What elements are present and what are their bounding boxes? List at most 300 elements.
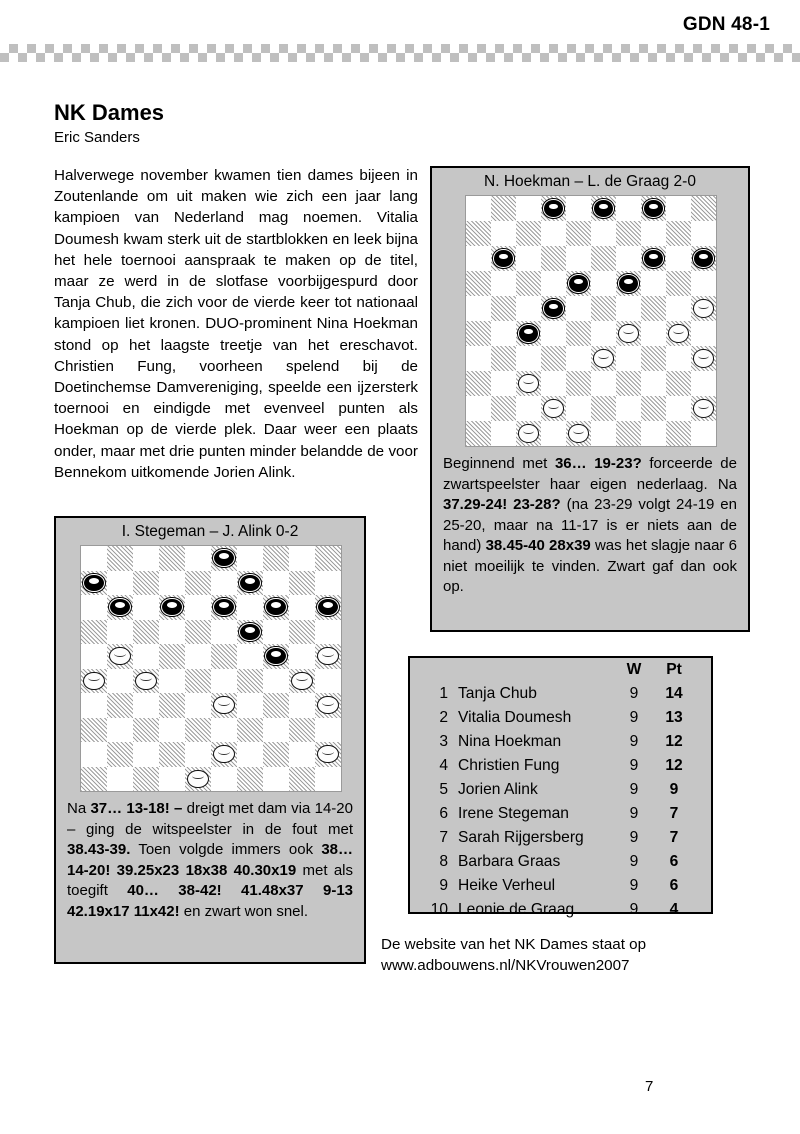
white-piece <box>518 374 539 393</box>
board-square <box>211 546 237 571</box>
board-square <box>81 693 107 718</box>
board-square <box>466 246 491 271</box>
header-rank <box>410 658 458 682</box>
board-square <box>159 742 185 767</box>
board-square <box>237 742 263 767</box>
board-square <box>211 595 237 620</box>
board-square <box>541 346 566 371</box>
board-square <box>691 246 716 271</box>
black-piece <box>265 647 286 665</box>
board-square <box>81 546 107 571</box>
white-piece <box>317 696 338 714</box>
board-square <box>237 571 263 596</box>
board-square <box>315 571 341 596</box>
board-square <box>237 620 263 645</box>
rank-cell: 6 <box>439 805 448 822</box>
board-square <box>289 546 315 571</box>
website-note <box>381 934 745 976</box>
board-square <box>185 595 211 620</box>
board-square <box>641 221 666 246</box>
rank-cell: 10 <box>430 901 448 918</box>
board-square <box>666 371 691 396</box>
board-square <box>237 693 263 718</box>
board-square <box>591 246 616 271</box>
black-piece <box>543 299 564 318</box>
board-square <box>466 271 491 296</box>
website-note-line-1: De website van het NK Dames staat op <box>381 936 647 953</box>
board-square <box>516 421 541 446</box>
table-row <box>410 898 711 922</box>
board-square <box>666 421 691 446</box>
rank-cell: 8 <box>439 853 448 870</box>
player-name-cell: Leonie de Graag <box>458 901 575 918</box>
board-square <box>289 620 315 645</box>
board-square <box>591 296 616 321</box>
white-piece <box>213 745 234 763</box>
black-piece <box>161 598 182 616</box>
board-square <box>107 669 133 694</box>
board-square <box>691 271 716 296</box>
player-name-cell: Vitalia Doumesh <box>458 709 572 726</box>
board-square <box>315 620 341 645</box>
board-square <box>466 396 491 421</box>
board-square <box>185 571 211 596</box>
website-url: www.adbouwens.nl/NKVrouwen2007 <box>381 957 630 974</box>
header-points: Pt <box>666 661 682 678</box>
board-square <box>289 669 315 694</box>
board-square <box>616 371 641 396</box>
board-square <box>466 296 491 321</box>
board-square <box>591 221 616 246</box>
board-square <box>616 196 641 221</box>
board-square <box>491 221 516 246</box>
white-piece <box>317 647 338 665</box>
board-square <box>107 595 133 620</box>
board-square <box>107 718 133 743</box>
board-square <box>541 321 566 346</box>
rank-cell: 9 <box>439 877 448 894</box>
board-square <box>211 620 237 645</box>
diagram-1-caption: Beginnend met 36… 19-23? forceerde de zwartspeelster haar eigen nederlaag. Na 37.29-24! 23-28? (na 23-29 volgt 24-19 en 25-20, maar na 11-17 is er niets aan de hand) 38.45-40 28x39 was het slagje naar 6 niet moeilijk te vinden. Zwart gaf dan ook op. <box>443 455 737 595</box>
board-square <box>237 669 263 694</box>
board-square <box>133 693 159 718</box>
board-square <box>491 271 516 296</box>
board-square <box>591 196 616 221</box>
white-piece <box>518 424 539 443</box>
board-square <box>491 196 516 221</box>
board-square <box>237 595 263 620</box>
board-square <box>466 346 491 371</box>
board-square <box>289 742 315 767</box>
black-piece <box>693 249 714 268</box>
board-square <box>289 767 315 792</box>
rank-cell: 5 <box>439 781 448 798</box>
rank-cell: 4 <box>439 757 448 774</box>
board-square <box>566 246 591 271</box>
table-row <box>410 706 711 730</box>
board-square <box>666 396 691 421</box>
board-square <box>466 196 491 221</box>
checkered-rule <box>0 44 800 62</box>
board-square <box>315 767 341 792</box>
board-square <box>133 767 159 792</box>
diagram-1-title: N. Hoekman – L. de Graag 2-0 <box>484 173 696 190</box>
player-name-cell: Jorien Alink <box>458 781 538 798</box>
board-square <box>641 421 666 446</box>
board-square <box>81 644 107 669</box>
white-piece <box>291 672 312 690</box>
board-square <box>491 296 516 321</box>
points-cell: 4 <box>669 901 679 918</box>
points-cell: 6 <box>669 853 679 870</box>
board-square <box>211 742 237 767</box>
board-square <box>566 221 591 246</box>
board-square <box>516 371 541 396</box>
board-square <box>516 271 541 296</box>
rank-cell: 2 <box>439 709 448 726</box>
board-square <box>691 371 716 396</box>
board-square <box>159 693 185 718</box>
white-piece <box>109 647 130 665</box>
board-square <box>315 595 341 620</box>
board-square <box>616 396 641 421</box>
black-piece <box>239 623 260 641</box>
board-square <box>616 321 641 346</box>
board-square <box>159 595 185 620</box>
board-square <box>491 346 516 371</box>
player-name-cell: Irene Stegeman <box>458 805 569 822</box>
board-square <box>81 595 107 620</box>
black-piece <box>213 549 234 567</box>
board-square <box>566 421 591 446</box>
board-square <box>133 620 159 645</box>
board-square <box>263 718 289 743</box>
board-square <box>616 221 641 246</box>
board-square <box>263 546 289 571</box>
board-square <box>185 718 211 743</box>
board-square <box>516 221 541 246</box>
board-square <box>491 246 516 271</box>
standings-body <box>410 682 711 922</box>
page-title: NK Dames <box>54 100 165 125</box>
board-square <box>185 546 211 571</box>
board-square <box>641 371 666 396</box>
board-square <box>591 371 616 396</box>
board-square <box>541 221 566 246</box>
board-square <box>315 644 341 669</box>
board-square <box>666 246 691 271</box>
table-row <box>410 850 711 874</box>
player-name-cell: Nina Hoekman <box>458 733 562 750</box>
board-square <box>159 767 185 792</box>
board-square <box>133 595 159 620</box>
board-square <box>133 546 159 571</box>
board-square <box>159 546 185 571</box>
board-square <box>491 321 516 346</box>
board-square <box>185 742 211 767</box>
board-square <box>516 321 541 346</box>
publication-title: GDN 48-1 <box>682 14 770 35</box>
board-square <box>263 644 289 669</box>
draughts-board-1 <box>465 195 717 447</box>
games-cell: 9 <box>629 733 639 750</box>
board-square <box>81 718 107 743</box>
page-header <box>0 0 800 56</box>
board-square <box>315 669 341 694</box>
board-square <box>289 693 315 718</box>
board-square <box>263 693 289 718</box>
board-square <box>666 221 691 246</box>
diagram-2-board-wrap <box>80 545 340 792</box>
board-square <box>566 371 591 396</box>
table-row <box>410 730 711 754</box>
white-piece <box>693 399 714 418</box>
board-square <box>211 571 237 596</box>
board-square <box>159 669 185 694</box>
black-piece <box>643 199 664 218</box>
board-square <box>641 196 666 221</box>
board-square <box>315 718 341 743</box>
board-square <box>263 595 289 620</box>
games-cell: 9 <box>629 901 639 918</box>
player-name-cell: Sarah Rijgersberg <box>458 829 584 846</box>
white-piece <box>593 349 614 368</box>
board-square <box>641 346 666 371</box>
board-square <box>237 718 263 743</box>
board-square <box>81 767 107 792</box>
board-square <box>159 571 185 596</box>
board-square <box>237 767 263 792</box>
board-square <box>516 196 541 221</box>
diagram-2-title: I. Stegeman – J. Alink 0-2 <box>121 523 299 540</box>
black-piece <box>213 598 234 616</box>
board-square <box>566 321 591 346</box>
board-square <box>616 296 641 321</box>
white-piece <box>668 324 689 343</box>
board-square <box>211 669 237 694</box>
black-piece <box>618 274 639 293</box>
board-square <box>541 271 566 296</box>
points-cell: 7 <box>669 805 679 822</box>
board-square <box>691 346 716 371</box>
board-square <box>691 421 716 446</box>
rank-cell: 1 <box>439 685 448 702</box>
board-square <box>263 669 289 694</box>
board-square <box>591 321 616 346</box>
board-square <box>666 346 691 371</box>
games-cell: 9 <box>629 877 639 894</box>
board-square <box>81 669 107 694</box>
board-square <box>133 718 159 743</box>
board-square <box>263 620 289 645</box>
board-square <box>211 693 237 718</box>
board-square <box>541 246 566 271</box>
board-square <box>466 421 491 446</box>
board-square <box>516 246 541 271</box>
white-piece <box>135 672 156 690</box>
header-name <box>458 658 617 682</box>
board-square <box>591 271 616 296</box>
board-square <box>315 742 341 767</box>
board-square <box>466 321 491 346</box>
board-square <box>133 742 159 767</box>
board-square <box>159 718 185 743</box>
games-cell: 9 <box>629 757 639 774</box>
black-piece <box>643 249 664 268</box>
games-cell: 9 <box>629 709 639 726</box>
board-square <box>491 421 516 446</box>
black-piece <box>593 199 614 218</box>
board-square <box>541 396 566 421</box>
board-square <box>159 644 185 669</box>
board-square <box>133 669 159 694</box>
white-piece <box>693 349 714 368</box>
board-square <box>289 644 315 669</box>
player-name-cell: Barbara Graas <box>458 853 561 870</box>
player-name-cell: Tanja Chub <box>458 685 537 702</box>
board-square <box>107 546 133 571</box>
games-cell: 9 <box>629 853 639 870</box>
board-square <box>81 571 107 596</box>
board-square <box>289 595 315 620</box>
board-square <box>641 271 666 296</box>
board-square <box>133 571 159 596</box>
board-square <box>263 767 289 792</box>
diagram-panel-hoekman-degraag <box>430 166 750 632</box>
table-row <box>410 826 711 850</box>
board-square <box>541 421 566 446</box>
board-square <box>691 296 716 321</box>
board-square <box>516 396 541 421</box>
points-cell: 14 <box>665 685 683 702</box>
table-row <box>410 802 711 826</box>
board-square <box>616 346 641 371</box>
standings-header-row <box>410 658 711 682</box>
board-square <box>133 644 159 669</box>
games-cell: 9 <box>629 781 639 798</box>
board-square <box>591 396 616 421</box>
board-square <box>516 296 541 321</box>
diagram-2-caption: Na 37… 13-18! – dreigt met dam via 14-20 – ging de witspeelster in de fout met 38.43-39. Toen volgde immers ook 38… 14-20! 39.25x23 18x38 40.30x19 met als toegift 40… 38-42! 41.48x37 9-13 42.19x17 11x42! en zwart won snel. <box>67 800 354 920</box>
table-row <box>410 874 711 898</box>
black-piece <box>109 598 130 616</box>
board-square <box>466 371 491 396</box>
board-square <box>263 742 289 767</box>
board-square <box>315 693 341 718</box>
board-square <box>666 271 691 296</box>
board-square <box>641 321 666 346</box>
rank-cell: 7 <box>439 829 448 846</box>
board-square <box>516 346 541 371</box>
board-square <box>491 396 516 421</box>
games-cell: 9 <box>629 829 639 846</box>
board-square <box>566 396 591 421</box>
board-square <box>81 742 107 767</box>
table-row <box>410 778 711 802</box>
black-piece <box>543 199 564 218</box>
white-piece <box>618 324 639 343</box>
games-cell: 9 <box>629 685 639 702</box>
board-square <box>211 718 237 743</box>
board-square <box>566 346 591 371</box>
board-square <box>107 644 133 669</box>
board-square <box>641 246 666 271</box>
board-square <box>666 321 691 346</box>
white-piece <box>83 672 104 690</box>
black-piece <box>317 598 338 616</box>
white-piece <box>568 424 589 443</box>
black-piece <box>518 324 539 343</box>
board-square <box>211 767 237 792</box>
black-piece <box>493 249 514 268</box>
board-square <box>81 620 107 645</box>
board-square <box>185 644 211 669</box>
standings-table <box>410 658 711 922</box>
header-games: W <box>626 661 642 678</box>
points-cell: 7 <box>669 829 679 846</box>
black-piece <box>239 574 260 592</box>
board-square <box>237 546 263 571</box>
white-piece <box>693 299 714 318</box>
black-piece <box>568 274 589 293</box>
board-square <box>641 396 666 421</box>
board-square <box>541 296 566 321</box>
table-row <box>410 682 711 706</box>
board-square <box>566 271 591 296</box>
board-square <box>289 718 315 743</box>
standings-panel <box>408 656 713 918</box>
board-square <box>591 346 616 371</box>
board-square <box>315 546 341 571</box>
board-square <box>666 296 691 321</box>
board-square <box>263 571 289 596</box>
games-cell: 9 <box>629 805 639 822</box>
board-square <box>566 296 591 321</box>
table-row <box>410 754 711 778</box>
white-piece <box>317 745 338 763</box>
board-square <box>591 421 616 446</box>
diagram-1-board-wrap <box>465 195 715 447</box>
board-square <box>185 767 211 792</box>
page-number: 7 <box>645 1078 654 1095</box>
board-square <box>666 196 691 221</box>
player-name-cell: Christien Fung <box>458 757 560 774</box>
board-square <box>211 644 237 669</box>
points-cell: 12 <box>665 757 683 774</box>
board-square <box>616 421 641 446</box>
white-piece <box>213 696 234 714</box>
board-square <box>541 196 566 221</box>
board-square <box>107 693 133 718</box>
board-square <box>185 669 211 694</box>
points-cell: 9 <box>669 781 679 798</box>
board-square <box>691 221 716 246</box>
board-square <box>107 767 133 792</box>
draughts-board-2 <box>80 545 342 792</box>
diagram-panel-stegeman-alink <box>54 516 366 964</box>
points-cell: 12 <box>665 733 683 750</box>
board-square <box>641 296 666 321</box>
board-square <box>616 246 641 271</box>
board-square <box>691 196 716 221</box>
board-square <box>237 644 263 669</box>
rank-cell: 3 <box>439 733 448 750</box>
points-cell: 6 <box>669 877 679 894</box>
board-square <box>107 571 133 596</box>
intro-paragraph: Halverwege november kwamen tien dames bijeen in Zoutenlande om uit maken wie zich een jaar lang kampioen van Nederland mag noemen. Vitalia Doumesh kwam sterk uit de startblokken en leek bijna het hele toernooi aanspraak te maken op de titel, maar ze werd in de slotfase voorbijgespurd door Tanja Chub, die zich voor de vierde keer tot nationaal kampioen liet kronen. DUO-prominent Nina Hoekman stond op het laagste treetje van het ereschavot. Christien Fung, voorheen spelend bij de Doetinchemse Damvereniging, speelde een ijzersterk toernooi en eindigde met evenveel punten als Hoekman op de vierde plek. Daar weer een plaats onder, maar met drie punten minder belandde de voor Bennekom uitkomende Jorien Alink. <box>54 167 418 481</box>
board-square <box>566 196 591 221</box>
board-square <box>491 371 516 396</box>
